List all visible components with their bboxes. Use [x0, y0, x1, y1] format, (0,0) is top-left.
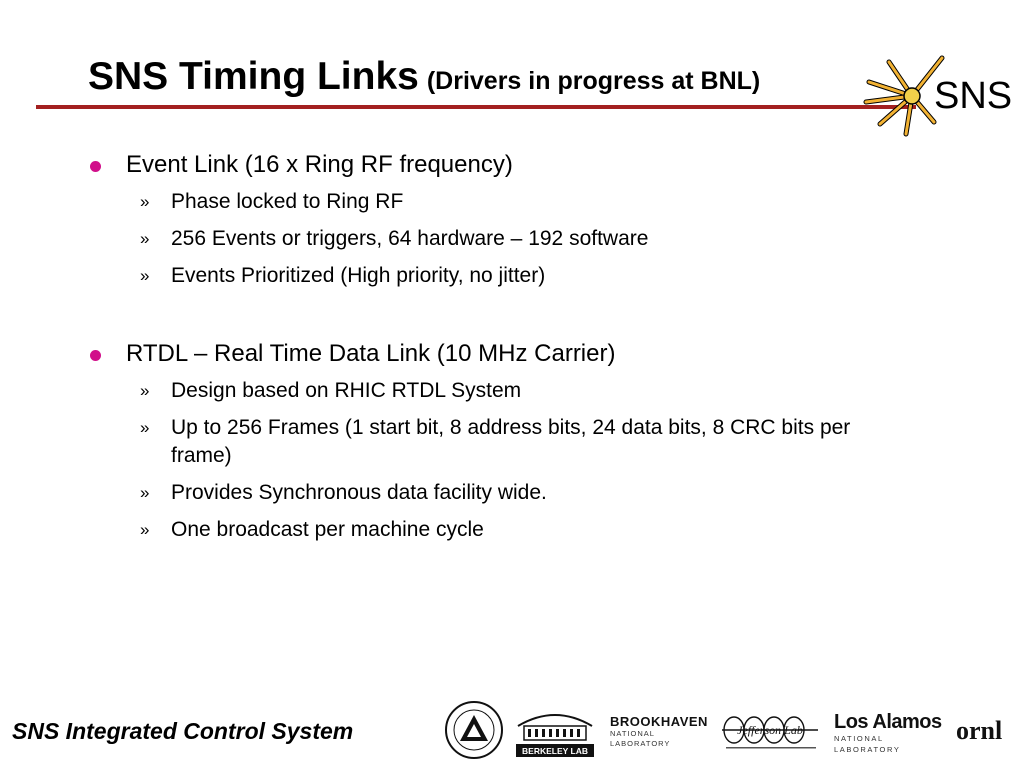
bullet-text: Event Link (16 x Ring RF frequency) [126, 151, 513, 178]
brookhaven-logo-main: BROOKHAVEN [610, 714, 708, 729]
bullet-rtdl [88, 339, 948, 369]
subbullet-list [88, 188, 948, 290]
berkeley-lab-logo [510, 702, 600, 760]
argonne-seal-logo [444, 700, 504, 760]
raquo-icon: » [140, 266, 150, 285]
subbullet [88, 479, 911, 507]
raquo-icon: » [140, 192, 150, 211]
subbullet-list [88, 377, 948, 544]
title-underline [36, 105, 916, 109]
sns-starburst-logo [864, 52, 1013, 142]
subbullet [88, 414, 911, 470]
subbullet-text: One broadcast per machine cycle [171, 518, 484, 541]
raquo-icon: » [140, 520, 150, 539]
jefferson-lab-text: Jefferson Lab [737, 723, 803, 737]
slide-title-main: SNS Timing Links [88, 55, 419, 98]
slide-title-sub: (Drivers in progress at BNL) [426, 67, 761, 95]
footer-title: SNS Integrated Control System [12, 718, 354, 744]
los-alamos-logo-sub: NATIONAL LABORATORY [834, 734, 901, 754]
subbullet-text: Phase locked to Ring RF [171, 190, 404, 213]
ornl-logo [956, 716, 1018, 746]
bullet-dot [90, 161, 101, 172]
raquo-icon: » [140, 229, 150, 248]
subbullet-text: Design based on RHIC RTDL System [171, 379, 522, 402]
los-alamos-logo-main: Los Alamos [834, 711, 942, 733]
slide-body [88, 150, 948, 553]
brookhaven-logo [610, 714, 710, 748]
raquo-icon: » [140, 381, 150, 400]
subbullet [88, 188, 911, 216]
bullet-text: RTDL – Real Time Data Link (10 MHz Carrier) [126, 340, 616, 367]
subbullet [88, 262, 911, 290]
subbullet-text: Up to 256 Frames (1 start bit, 8 address bits, 24 data bits, 8 CRC bits per frame) [171, 416, 851, 467]
subbullet [88, 225, 911, 253]
subbullet-text: Provides Synchronous data facility wide. [171, 481, 547, 504]
subbullet [88, 516, 911, 544]
jefferson-lab-logo [720, 710, 822, 752]
brookhaven-logo-sub: NATIONAL LABORATORY [610, 729, 671, 748]
bullet-dot [90, 350, 101, 361]
sns-logo-text: SNS [934, 75, 1013, 117]
slide-title [88, 54, 760, 104]
raquo-icon: » [140, 418, 150, 437]
subbullet [88, 377, 911, 405]
subbullet-text: 256 Events or triggers, 64 hardware – 192 software [171, 227, 649, 250]
subbullet-text: Events Prioritized (High priority, no jitter) [171, 264, 546, 287]
raquo-icon: » [140, 483, 150, 502]
berkeley-lab-text: BERKELEY LAB [522, 746, 588, 756]
bullet-event-link [88, 150, 948, 180]
los-alamos-logo [834, 711, 946, 754]
ornl-logo-text: ornl [956, 716, 1003, 745]
